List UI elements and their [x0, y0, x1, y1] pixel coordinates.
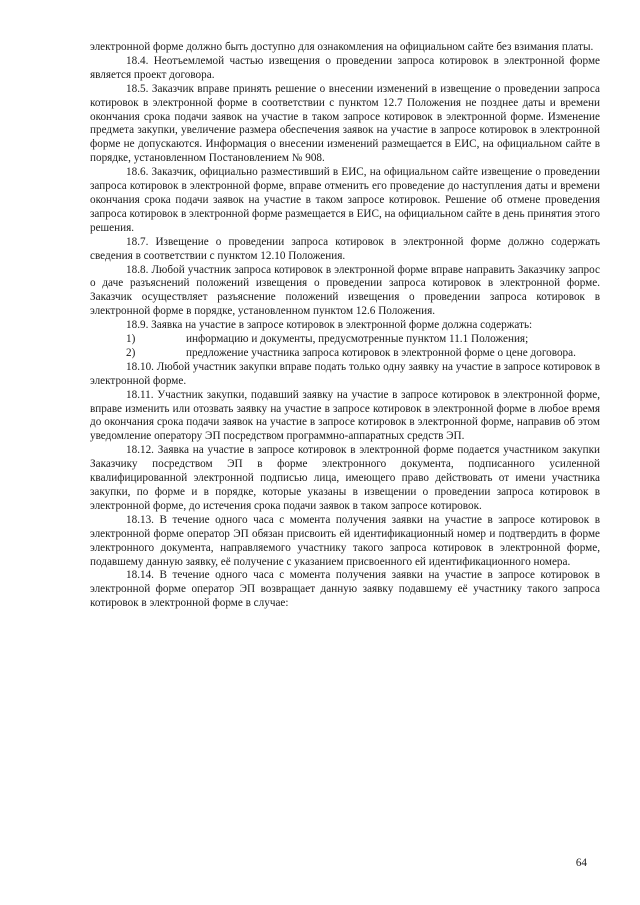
- paragraph-p18-10: 18.10. Любой участник закупки вправе подать только одну заявку на участие в запросе котировок в электронной форме.: [90, 360, 600, 387]
- paragraph-p18-4: 18.4. Неотъемлемой частью извещения о проведении запроса котировок в электронной форме является проект договора.: [90, 54, 600, 81]
- paragraph-p18-11: 18.11. Участник закупки, подавший заявку на участие в запросе котировок в электронной форме, вправе изменить или отозвать заявку на участие в запросе котировок в электронной форме в любое время до окончания срока подачи заявок на участие в запросе котировок в электронной форме, направив об этом уведомление оператору ЭП посредством программно-аппаратных средств ЭП.: [90, 388, 600, 443]
- list-item-number: 1): [126, 333, 136, 346]
- paragraph-p18-9: 18.9. Заявка на участие в запросе котировок в электронной форме должна содержать:: [126, 319, 533, 332]
- paragraph-p18-14: 18.14. В течение одного часа с момента получения заявки на участие в запросе котировок в электронной форме оператор ЭП возвращает данную заявку подавшему её участнику такого запроса котировок в электронной форме в случае:: [90, 569, 600, 610]
- page-number: 64: [575, 857, 587, 869]
- paragraph-group-top: [90, 41, 600, 333]
- list-item-number: 2): [126, 346, 136, 359]
- paragraph-p18-13: 18.13. В течение одного часа с момента получения заявки на участие в запросе котировок в электронной форме оператор ЭП обязан присвоить ей идентификационный номер и подтвердить в форме электронного документа, направляемого участнику такого запроса котировок в электронной форме, подавшему данную заявку, её получение с указанием присвоенного ей идентификационного номера.: [90, 513, 600, 568]
- list-item: [90, 347, 600, 361]
- numbered-list: [90, 333, 600, 361]
- list-item-text: информацию и документы, предусмотренные пунктом 11.1 Положения;: [186, 333, 529, 346]
- paragraph-p18-7: 18.7. Извещение о проведении запроса котировок в электронной форме должно содержать сведения в соответствии с пунктом 12.10 Положения.: [90, 235, 600, 262]
- paragraph-p-start: электронной форме должно быть доступно для ознакомления на официальном сайте без взимания платы.: [90, 41, 594, 53]
- paragraph-p18-5: 18.5. Заказчик вправе принять решение о внесении изменений в извещение о проведении запроса котировок в электронной форме в соответствии с пунктом 12.7 Положения не позднее даты и времени окончания срока подачи заявок на участие в таком запросе котировок в электронной форме. Изменение предмета закупки, увеличение размера обеспечения заявок на участие в запросе котировок в электронной форме не допускаются. Информация о внесении изменений размещается в ЕИС, на официальном сайте в порядке, установленном Постановлением № 908.: [90, 82, 600, 165]
- paragraph-p18-8: 18.8. Любой участник запроса котировок в электронной форме вправе направить Заказчику запрос о даче разъяснений положений извещения о проведении запроса котировок в электронной форме. Заказчик осуществляет разъяснение положений извещения о проведении запроса котировок в электронной форме в порядке, установленном пунктом 12.6 Положения.: [90, 263, 600, 318]
- list-item: [90, 333, 600, 347]
- list-item-text: предложение участника запроса котировок в электронной форме о цене договора.: [186, 346, 576, 359]
- paragraph-group-bottom: [90, 361, 600, 611]
- paragraph-p18-12: 18.12. Заявка на участие в запросе котировок в электронной форме подается участником закупки Заказчику посредством ЭП в форме электронного документа, подписанного усиленной квалифицированной электронной подписью лица, имеющего право действовать от имени участника закупки, по форме и в порядке, которые указаны в извещении о проведении запроса котировок в электронной форме, до истечения срока подачи заявок в таком запросе котировок.: [90, 444, 600, 512]
- paragraph-p18-6: 18.6. Заказчик, официально разместивший в ЕИС, на официальном сайте извещение о проведении запроса котировок в электронной форме, вправе отменить его проведение до наступления даты и времени окончания срока подачи заявок на участие в таком запросе котировок. Решение об отмене проведения запроса котировок в электронной форме размещается в ЕИС, на официальном сайте в день принятия этого решения.: [90, 166, 600, 234]
